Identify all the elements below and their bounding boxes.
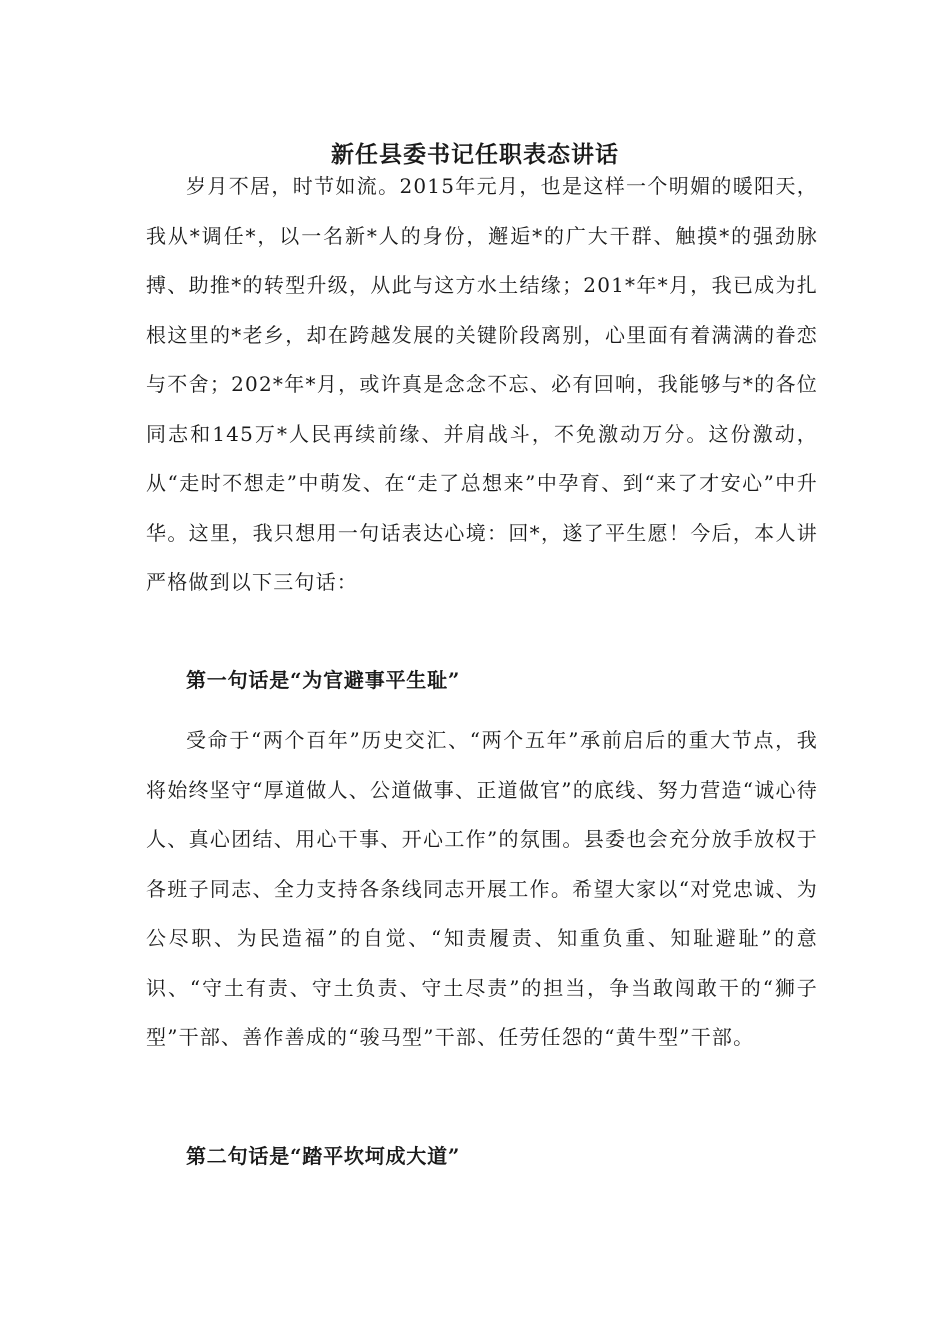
intro-paragraph: 岁月不居，时节如流。2015年元月，也是这样一个明媚的暖阳天，我从*调任*，以一名新*人的身份，邂逅*的广大干群、触摸*的强劲脉搏、助推*的转型升级，从此与这方水土结缘；201*年*月，我已成为扎根这里的*老乡，却在跨越发展的关键阶段离别，心里面有着满满的眷恋与不舍；202*年*月，或许真是念念不忘、必有回响，我能够与*的各位同志和145万*人民再续前缘、并肩战斗，不免激动万分。这份激动，从“走时不想走”中萌发、在“走了总想来”中孕育、到“来了才安心”中升华。这里，我只想用一句话表达心境：回*，遂了平生愿！今后，本人讲严格做到以下三句话： [146, 174, 818, 594]
section-heading-2: 第二句话是“踏平坎坷成大道” [186, 1144, 461, 1168]
section-heading-1: 第一句话是“为官避事平生耻” [186, 668, 461, 692]
section-1-paragraph: 受命于“两个百年”历史交汇、“两个五年”承前启后的重大节点，我将始终坚守“厚道做人、公道做事、正道做官”的底线、努力营造“诚心待人、真心团结、用心干事、开心工作”的氛围。县委也会充分放手放权于各班子同志、全力支持各条线同志开展工作。希望大家以“对党忠诚、为公尽职、为民造福”的自觉、“知责履责、知重负重、知耻避耻”的意识、“守土有责、守土负责、守土尽责”的担当，争当敢闯敢干的“狮子型”干部、善作善成的“骏马型”干部、任劳任怨的“黄牛型”干部。 [146, 728, 818, 1049]
document-title: 新任县委书记任职表态讲话 [331, 141, 619, 168]
